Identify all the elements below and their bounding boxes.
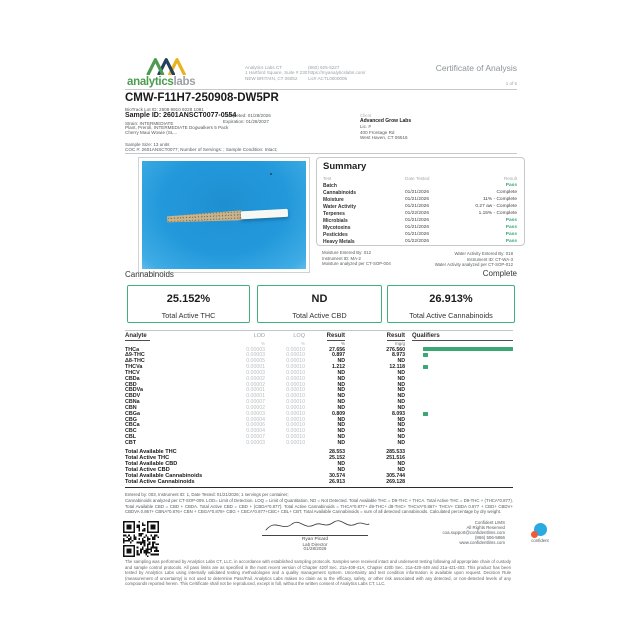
analyte-name: CBDV <box>125 393 141 400</box>
total-active-cbd-box <box>257 285 382 323</box>
summary-title: Summary <box>323 161 367 172</box>
lab-phone: (860) 925-5227 <box>308 65 340 70</box>
analyte-rows <box>125 347 513 446</box>
analyte-result-mg: ND <box>397 358 405 365</box>
analyte-result-pct: ND <box>337 369 345 376</box>
analyte-result-mg: ND <box>397 399 405 406</box>
analyte-name: CBCa <box>125 422 140 429</box>
summary-result: 0.27 aw - Complete <box>475 204 517 209</box>
total-result-mg: ND <box>397 467 405 474</box>
analyte-lod: 0.00003 <box>246 410 265 417</box>
col-result-pct: Result <box>326 332 345 339</box>
legal-disclaimer: The sampling was performed by Analytics Labs CT, LLC. in accordance with established sampling protocols. Samples were received intact and underwent testing following all appropriate chain of custody and sample control protocols. All pass limits are as specified in the most recent version of Chapter 420f Sec. 21a-408-41A, Chapter 420b Sec. 21a-420-449 and 21a-421-403. This product has been tested by Analytics Labs using internally validated testing methodologies and a quality management system. Uncertainty and test condition information is available upon request. Decision Rule (measurement of uncertainty) is not used to determine Pass/Fail. Analytics Labs makes no claim as to the efficacy, safety, or other risk associated with any detected, or non-detected levels of any compounds reported herein. This Certificate shall not be reproduced, except in full, without the written consent of Analytics Labs CT, LLC. <box>125 559 511 587</box>
summary-col-test: Test <box>323 176 332 181</box>
total-name: Total Available CBD <box>125 460 178 467</box>
analyte-loq: 0.00010 <box>286 404 305 411</box>
analyte-name: CBC <box>125 428 137 435</box>
summary-test: Water Activity <box>323 204 356 210</box>
summary-result: Pass <box>505 225 517 230</box>
summary-test: Moisture <box>323 197 344 203</box>
total-result-mg: 305.744 <box>386 473 405 480</box>
table-top-border <box>125 330 513 331</box>
col-result-mg: Result <box>386 332 405 339</box>
analyte-result-pct: ND <box>337 422 345 429</box>
photo-background <box>142 161 306 269</box>
total-name: Total Available THC <box>125 448 177 455</box>
qualifier-bar <box>423 347 513 351</box>
analyte-result-mg: ND <box>397 381 405 388</box>
analyte-result-pct: ND <box>337 375 345 382</box>
analyte-result-mg: ND <box>397 369 405 376</box>
logo-wordmark <box>127 76 195 88</box>
analyte-result-mg: ND <box>397 422 405 429</box>
analyte-result-pct: ND <box>337 428 345 435</box>
total-result-mg: 285.533 <box>386 448 405 455</box>
analyte-lod: 0.00007 <box>246 434 265 441</box>
col-analyte: Analyte <box>125 332 147 339</box>
lab-name: Analytics Labs CT <box>245 65 283 70</box>
total-result-pct: 28.553 <box>329 448 345 455</box>
summary-test: Pesticides <box>323 232 348 238</box>
biotrack-lot-id: BioTrack Lot ID: 2508 9910 9228 1081 <box>125 106 204 112</box>
summary-row <box>317 197 524 204</box>
sample-size: Sample Size: 13 units <box>125 141 170 147</box>
photo-speck <box>270 173 272 175</box>
sample-id: Sample ID: 2601ANSCT0077-0554 <box>125 111 237 119</box>
total-active-cbd-label: Total Active CBD <box>292 311 347 320</box>
total-row <box>125 479 513 485</box>
unit-pct: % <box>340 341 345 346</box>
analyte-loq: 0.00010 <box>286 399 305 406</box>
analyte-lod: 0.00003 <box>246 352 265 359</box>
strain: Strain: INTERMEDIATE <box>125 120 174 126</box>
analyte-result-pct: ND <box>337 358 345 365</box>
confident-lims-logo <box>527 523 553 547</box>
analytics-labs-logo-icon <box>146 57 190 75</box>
analyte-name: CBNa <box>125 399 140 406</box>
total-active-cannabinoids-box <box>387 285 515 323</box>
analyte-result-pct: ND <box>337 399 345 406</box>
total-result-mg: ND <box>397 460 405 467</box>
analyte-result-mg: ND <box>397 416 405 423</box>
summary-result: Pass <box>505 232 517 237</box>
lims-name: Confident LIMS <box>474 519 505 525</box>
analyte-result-mg: ND <box>397 428 405 435</box>
analyte-name: CBL <box>125 434 137 441</box>
product-line1: Plant, Preroll, INTERMEDIATE Dogwalkers 5 Pack <box>125 125 229 131</box>
preroll-filter-tip <box>240 208 288 219</box>
lab-address-line2: NEW BRITAIN, CT 06052 <box>245 75 298 81</box>
total-active-thc-value: 25.152% <box>166 293 211 305</box>
unit-mg: mg/g <box>394 341 405 346</box>
analyte-name: CBT <box>125 440 137 446</box>
signatory-title: Lab Director <box>302 541 328 547</box>
summary-date: 01/21/2026 <box>405 232 430 237</box>
logo-text-labs: labs <box>173 76 196 88</box>
analyte-result-mg: 8.973 <box>392 352 405 359</box>
analyte-loq: 0.00010 <box>286 358 305 365</box>
summary-date: 01/22/2026 <box>405 239 430 244</box>
analyte-result-mg: ND <box>397 393 405 400</box>
summary-status: Complete <box>482 268 517 278</box>
analyte-lod: 0.00003 <box>246 369 265 376</box>
summary-row <box>317 218 524 225</box>
summary-test: Terpenes <box>323 211 345 217</box>
analyte-result-mg: ND <box>397 434 405 441</box>
analyte-result-pct: ND <box>337 440 345 446</box>
analyte-result-pct: ND <box>337 416 345 423</box>
summary-result: 11% - Complete <box>482 197 517 202</box>
qualifiers-underline <box>412 340 513 341</box>
analyte-loq: 0.00010 <box>286 428 305 435</box>
total-name: Total Active THC <box>125 454 170 461</box>
qualifier-bar <box>423 353 428 357</box>
summary-row <box>317 211 524 218</box>
analyte-loq: 0.00010 <box>286 346 305 353</box>
summary-date: 01/21/2026 <box>405 204 430 209</box>
analyte-lod: 0.00004 <box>246 428 265 435</box>
analyte-result-pct: ND <box>337 381 345 388</box>
summary-result: Complete <box>496 190 517 195</box>
analyte-lod: 0.00002 <box>246 404 265 411</box>
note-line: Moisture Entered By: 012 <box>322 250 372 255</box>
page-number: 1 of 5 <box>505 81 517 86</box>
analyte-result-mg: ND <box>397 375 405 382</box>
summary-result: Pass <box>505 239 517 244</box>
total-result-pct: 26.913 <box>329 479 345 486</box>
analyte-name: THCVa <box>125 364 143 371</box>
summary-row <box>317 190 524 197</box>
summary-test: Microbials <box>323 218 348 224</box>
table-bottom-border <box>125 487 513 488</box>
analyte-loq: 0.00010 <box>286 410 305 417</box>
signature-date: 01/28/2026 <box>303 546 327 552</box>
analyte-result-mg: ND <box>397 387 405 394</box>
note-line: Water Activity analyzed per CT-SOP-012 <box>434 262 513 268</box>
summary-date: 01/21/2026 <box>405 225 430 230</box>
preroll-image <box>166 208 288 224</box>
col-qualifiers: Qualifiers <box>412 332 440 339</box>
lims-phone: (866) 506-5866 <box>474 534 505 540</box>
coa-code-title: CMW-F11H7-250908-DW5PR <box>125 92 279 104</box>
analyte-result-mg: 12.118 <box>389 364 405 371</box>
summary-result: Pass <box>505 218 517 223</box>
note-line: Moisture analyzed per CT-SOP-004 <box>322 261 391 267</box>
total-result-pct: 25.152 <box>329 454 345 461</box>
summary-row <box>317 183 524 190</box>
analyte-name: CBD <box>125 381 137 388</box>
note-line: Instrument ID: CT-WA-3 <box>466 256 513 262</box>
client-address2: West Haven, CT 06516 <box>360 135 408 141</box>
analyte-name: THCa <box>125 346 140 353</box>
analyte-result-pct: ND <box>337 434 345 441</box>
col-loq: LOQ <box>293 333 305 339</box>
analyte-result-pct: ND <box>337 387 345 394</box>
analyte-result-mg: ND <box>397 404 405 411</box>
product-line2: Cherry Maui Wowie (SL... <box>125 129 178 135</box>
analyte-result-mg: ND <box>397 440 405 446</box>
lab-contact-block <box>308 65 365 81</box>
qualifier-bar <box>423 365 428 369</box>
client-block <box>360 113 411 141</box>
summary-result: Pass <box>505 183 517 188</box>
lab-license: Lic# ACTL0000005 <box>308 75 348 81</box>
summary-row <box>317 232 524 239</box>
analyte-loq: 0.00010 <box>286 369 305 376</box>
analyte-name: CBG <box>125 416 137 423</box>
section-divider <box>125 153 517 154</box>
total-active-thc-box <box>127 285 250 323</box>
summary-panel <box>316 157 525 246</box>
header-divider <box>125 89 517 90</box>
analyte-lod: 0.00002 <box>246 381 265 388</box>
analyte-result-mg: 8.093 <box>392 410 405 417</box>
summary-date: 01/22/2026 <box>405 211 430 216</box>
analyte-loq: 0.00010 <box>286 375 305 382</box>
total-active-thc-label: Total Active THC <box>161 311 216 320</box>
analyte-row <box>125 440 513 446</box>
analyte-totals <box>125 449 513 485</box>
sample-photo <box>138 157 310 273</box>
summary-row <box>317 239 524 246</box>
analyte-lod: 0.00002 <box>246 375 265 382</box>
summary-date: 01/21/2026 <box>405 218 430 223</box>
analyte-loq: 0.00010 <box>286 387 305 394</box>
total-name: Total Active CBD <box>125 467 170 474</box>
col-lod: LOD <box>253 333 265 339</box>
analyte-lod: 0.00001 <box>246 387 265 394</box>
lims-rights: All Rights Reserved <box>466 524 505 530</box>
moisture-note <box>322 250 391 267</box>
note-line: Water Activity Entered By: 018 <box>454 251 513 256</box>
signature-image <box>262 516 372 534</box>
total-name: Total Active Cannabinoids <box>125 479 195 486</box>
analyte-lod: 0.00001 <box>246 364 265 371</box>
qr-code <box>123 521 159 557</box>
preroll-cone <box>166 210 242 224</box>
client-name: Advanced Grow Labs <box>360 118 412 125</box>
completed-date: Completed: 01/28/2026 <box>223 113 271 118</box>
qualifier-bar <box>423 412 428 416</box>
client-label: Client <box>360 112 372 118</box>
unit-loq: % <box>300 341 305 346</box>
coc-line: COC #: 2601ANSCT0077; Number of Servings: ; Sample Condition: Intact; <box>125 146 278 152</box>
summary-date: 01/21/2026 <box>405 190 430 195</box>
analyte-loq: 0.00010 <box>286 434 305 441</box>
analyte-name: CBDa <box>125 375 140 382</box>
confident-brand-text: confident <box>531 538 549 543</box>
lab-website-link[interactable]: https://myanalyticslabs.com/ <box>308 70 366 76</box>
analyte-loq: 0.00010 <box>286 393 305 400</box>
lims-email-link[interactable]: coa.support@confidentlims.com <box>442 529 505 535</box>
table-footnote-1: Entered by: 003, Instrument ID: 1, Date Tested: 01/21/2026; 1 servings per container; <box>125 492 289 497</box>
lab-address-line1: 1 Hartford Square, Suite # 230 <box>245 70 308 76</box>
summary-col-result: Result <box>503 176 517 181</box>
summary-result: 1.15% - Complete <box>478 211 517 216</box>
summary-date: 01/21/2026 <box>405 197 430 202</box>
analyte-name: CBDVa <box>125 387 143 394</box>
analyte-lod: 0.00004 <box>246 416 265 423</box>
summary-test: Batch <box>323 183 337 189</box>
analyte-result-pct: 1.212 <box>332 364 345 371</box>
summary-row <box>317 204 524 211</box>
analyte-result-pct: 0.809 <box>332 410 345 417</box>
lab-address-block <box>245 65 307 81</box>
total-result-mg: 269.128 <box>386 479 405 486</box>
client-license: Lic. # <box>360 124 371 130</box>
analyte-loq: 0.00010 <box>286 364 305 371</box>
confident-logo-orange-dot <box>531 531 538 538</box>
analyte-name: Δ8-THC <box>125 358 145 365</box>
analyte-name: CBGa <box>125 410 140 417</box>
document-title: Certificate of Analysis <box>435 63 517 73</box>
analyte-loq: 0.00010 <box>286 440 305 446</box>
analyte-loq: 0.00010 <box>286 381 305 388</box>
table-footnote-2: Cannabinoids analyzed per CT-SOP-009. LOD= Limit of Detection. LOQ = Limit of Quantitation. ND = Not Detected. Total Available THC = D9-THC + THCA. Total Active THC = D9-THC + (THCA*0.877). Total Available CBD = CBD + CBDA. Total Active CBD = CBD + (CBDA*0.877). Total Active Cannabinoids = THCA*0.877+ d9-THC+ d8-THC+ THCVA*0.867+ THCV+ CBDA 0.877 + CBD+ CBDV+ CBDVA 0.867+ CBNA*0.876+ CBN + CBGA*0.878+ CBG + CBCA*0.877+CBC+ CBL+ CBT. Total Available Cannabinoids = sum of all detected cannabinoids. Calculated percentage by dry weight. <box>125 498 513 515</box>
analyte-result-pct: ND <box>337 393 345 400</box>
analyte-lod: 0.00006 <box>246 422 265 429</box>
cannabinoids-section-label: Cannabinoids <box>125 270 174 279</box>
summary-test: Heavy Metals <box>323 239 355 245</box>
total-result-pct: 30.574 <box>329 473 345 480</box>
summary-test: Cannabinoids <box>323 190 357 196</box>
client-address1: 400 Frontage Rd <box>360 129 395 135</box>
lims-website-link[interactable]: www.confidentlims.com <box>459 539 505 545</box>
summary-row <box>317 225 524 232</box>
analyte-result-pct: 0.897 <box>332 352 345 359</box>
total-result-mg: 251.516 <box>386 454 405 461</box>
analyte-name: THCV <box>125 369 140 376</box>
analyte-loq: 0.00010 <box>286 416 305 423</box>
total-active-cbd-value: ND <box>311 293 328 305</box>
unit-lod: % <box>260 341 265 346</box>
analyte-lod: 0.00003 <box>246 440 265 446</box>
total-active-cannabinoids-value: 26.913% <box>429 293 473 305</box>
lims-block <box>442 520 505 545</box>
analyte-result-pct: 27.656 <box>329 346 345 353</box>
summary-rows <box>317 183 524 246</box>
analyte-loq: 0.00010 <box>286 352 305 359</box>
logo-text-analytics: analytics <box>127 76 174 88</box>
analyte-loq: 0.00010 <box>286 422 305 429</box>
total-result-pct: ND <box>337 460 345 467</box>
analyte-lod: 0.00005 <box>246 358 265 365</box>
analyte-name: CBN <box>125 404 137 411</box>
total-name: Total Available Cannabinoids <box>125 473 203 480</box>
total-active-cannabinoids-label: Total Active Cannabinoids <box>409 311 493 320</box>
analyte-lod: 0.00001 <box>246 393 265 400</box>
water-activity-note <box>435 251 513 268</box>
note-line: Instrument ID: MA-2 <box>322 255 361 261</box>
analyte-result-mg: 276.560 <box>386 346 405 353</box>
analyte-header-underline <box>125 340 150 341</box>
summary-col-date: Date Tested <box>405 176 430 181</box>
analyte-lod: 0.00007 <box>246 399 265 406</box>
expiration-date: Expiration: 01/28/2027 <box>223 118 269 124</box>
analyte-name: Δ9-THC <box>125 352 145 359</box>
summary-test: Mycotoxins <box>323 225 351 231</box>
analyte-result-pct: ND <box>337 404 345 411</box>
analyte-lod: 0.00003 <box>246 346 265 353</box>
signatory-name: Ryan Picard <box>301 536 329 542</box>
total-result-pct: ND <box>337 467 345 474</box>
